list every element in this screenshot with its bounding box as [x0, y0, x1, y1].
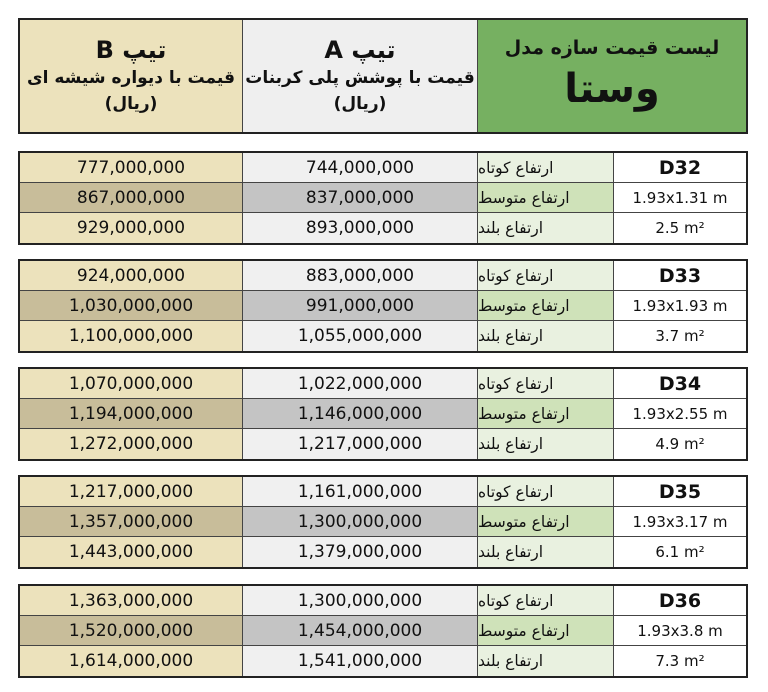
model-group-d34 — [18, 367, 748, 461]
type-b-unit: (ریال) — [104, 94, 158, 114]
price-type-b: 1,194,000,000 — [20, 399, 243, 428]
model-group-d36 — [18, 584, 748, 678]
height-label: ارتفاع بلند — [478, 537, 614, 567]
price-type-b: 1,363,000,000 — [20, 586, 243, 615]
price-type-a: 1,379,000,000 — [243, 537, 478, 567]
price-type-a: 1,055,000,000 — [243, 321, 478, 351]
height-label: ارتفاع کوتاه — [478, 586, 614, 615]
height-label: ارتفاع متوسط — [478, 183, 614, 212]
price-type-a: 1,217,000,000 — [243, 429, 478, 459]
price-type-b: 867,000,000 — [20, 183, 243, 212]
model-dimensions: 1.93x3.8 m — [614, 616, 746, 645]
table-row — [20, 153, 746, 183]
price-type-b: 1,030,000,000 — [20, 291, 243, 320]
model-code: D34 — [614, 369, 746, 398]
price-type-a: 744,000,000 — [243, 153, 478, 182]
table-row — [20, 507, 746, 537]
price-type-a: 883,000,000 — [243, 261, 478, 290]
table-row — [20, 477, 746, 507]
height-label: ارتفاع متوسط — [478, 616, 614, 645]
height-label: ارتفاع بلند — [478, 429, 614, 459]
table-row — [20, 261, 746, 291]
type-a-header — [243, 20, 478, 132]
height-label: ارتفاع کوتاه — [478, 477, 614, 506]
model-code: D33 — [614, 261, 746, 290]
height-label: ارتفاع کوتاه — [478, 153, 614, 182]
table-row — [20, 429, 746, 459]
price-type-b: 1,443,000,000 — [20, 537, 243, 567]
price-type-a: 1,300,000,000 — [243, 507, 478, 536]
price-type-b: 924,000,000 — [20, 261, 243, 290]
model-area: 2.5 m² — [614, 213, 746, 243]
price-type-a: 1,541,000,000 — [243, 646, 478, 676]
height-label: ارتفاع بلند — [478, 321, 614, 351]
height-label: ارتفاع متوسط — [478, 507, 614, 536]
height-label: ارتفاع متوسط — [478, 399, 614, 428]
price-type-a: 1,022,000,000 — [243, 369, 478, 398]
height-label: ارتفاع بلند — [478, 646, 614, 676]
model-area: 7.3 m² — [614, 646, 746, 676]
height-label: ارتفاع کوتاه — [478, 369, 614, 398]
table-row — [20, 646, 746, 676]
price-list-title: لیست قیمت سازه مدل — [504, 37, 720, 59]
model-code: D36 — [614, 586, 746, 615]
table-row — [20, 586, 746, 616]
model-area: 4.9 m² — [614, 429, 746, 459]
model-dimensions: 1.93x2.55 m — [614, 399, 746, 428]
type-b-description: قیمت با دیواره شیشه ای — [27, 68, 235, 88]
table-row — [20, 537, 746, 567]
type-a-description: قیمت با پوشش پلی کربنات — [245, 68, 475, 88]
price-type-a: 893,000,000 — [243, 213, 478, 243]
price-type-a: 1,454,000,000 — [243, 616, 478, 645]
price-type-a: 991,000,000 — [243, 291, 478, 320]
price-type-b: 929,000,000 — [20, 213, 243, 243]
model-group-d33 — [18, 259, 748, 353]
price-type-b: 1,070,000,000 — [20, 369, 243, 398]
height-label: ارتفاع بلند — [478, 213, 614, 243]
price-type-a: 1,146,000,000 — [243, 399, 478, 428]
price-type-b: 1,272,000,000 — [20, 429, 243, 459]
model-code: D32 — [614, 153, 746, 182]
price-type-b: 1,614,000,000 — [20, 646, 243, 676]
price-type-b: 1,217,000,000 — [20, 477, 243, 506]
type-b-header — [20, 20, 243, 132]
table-row — [20, 183, 746, 213]
model-code: D35 — [614, 477, 746, 506]
model-area: 6.1 m² — [614, 537, 746, 567]
table-row — [20, 291, 746, 321]
table-row — [20, 399, 746, 429]
model-dimensions: 1.93x1.93 m — [614, 291, 746, 320]
price-type-b: 1,357,000,000 — [20, 507, 243, 536]
model-group-d32 — [18, 151, 748, 245]
table-row — [20, 616, 746, 646]
price-type-a: 837,000,000 — [243, 183, 478, 212]
price-type-b: 1,100,000,000 — [20, 321, 243, 351]
model-area: 3.7 m² — [614, 321, 746, 351]
table-row — [20, 369, 746, 399]
model-dimensions: 1.93x1.31 m — [614, 183, 746, 212]
price-type-a: 1,300,000,000 — [243, 586, 478, 615]
model-group-d35 — [18, 475, 748, 569]
price-type-b: 777,000,000 — [20, 153, 243, 182]
height-label: ارتفاع متوسط — [478, 291, 614, 320]
type-b-title: تیپ B — [95, 36, 167, 64]
table-row — [20, 213, 746, 243]
price-type-a: 1,161,000,000 — [243, 477, 478, 506]
model-dimensions: 1.93x3.17 m — [614, 507, 746, 536]
price-list-header — [18, 18, 748, 134]
type-a-unit: (ریال) — [333, 94, 387, 114]
type-a-title: تیپ A — [324, 36, 396, 64]
height-label: ارتفاع کوتاه — [478, 261, 614, 290]
brand-name: وستا — [564, 66, 660, 112]
price-type-b: 1,520,000,000 — [20, 616, 243, 645]
title-header — [478, 20, 746, 132]
table-row — [20, 321, 746, 351]
